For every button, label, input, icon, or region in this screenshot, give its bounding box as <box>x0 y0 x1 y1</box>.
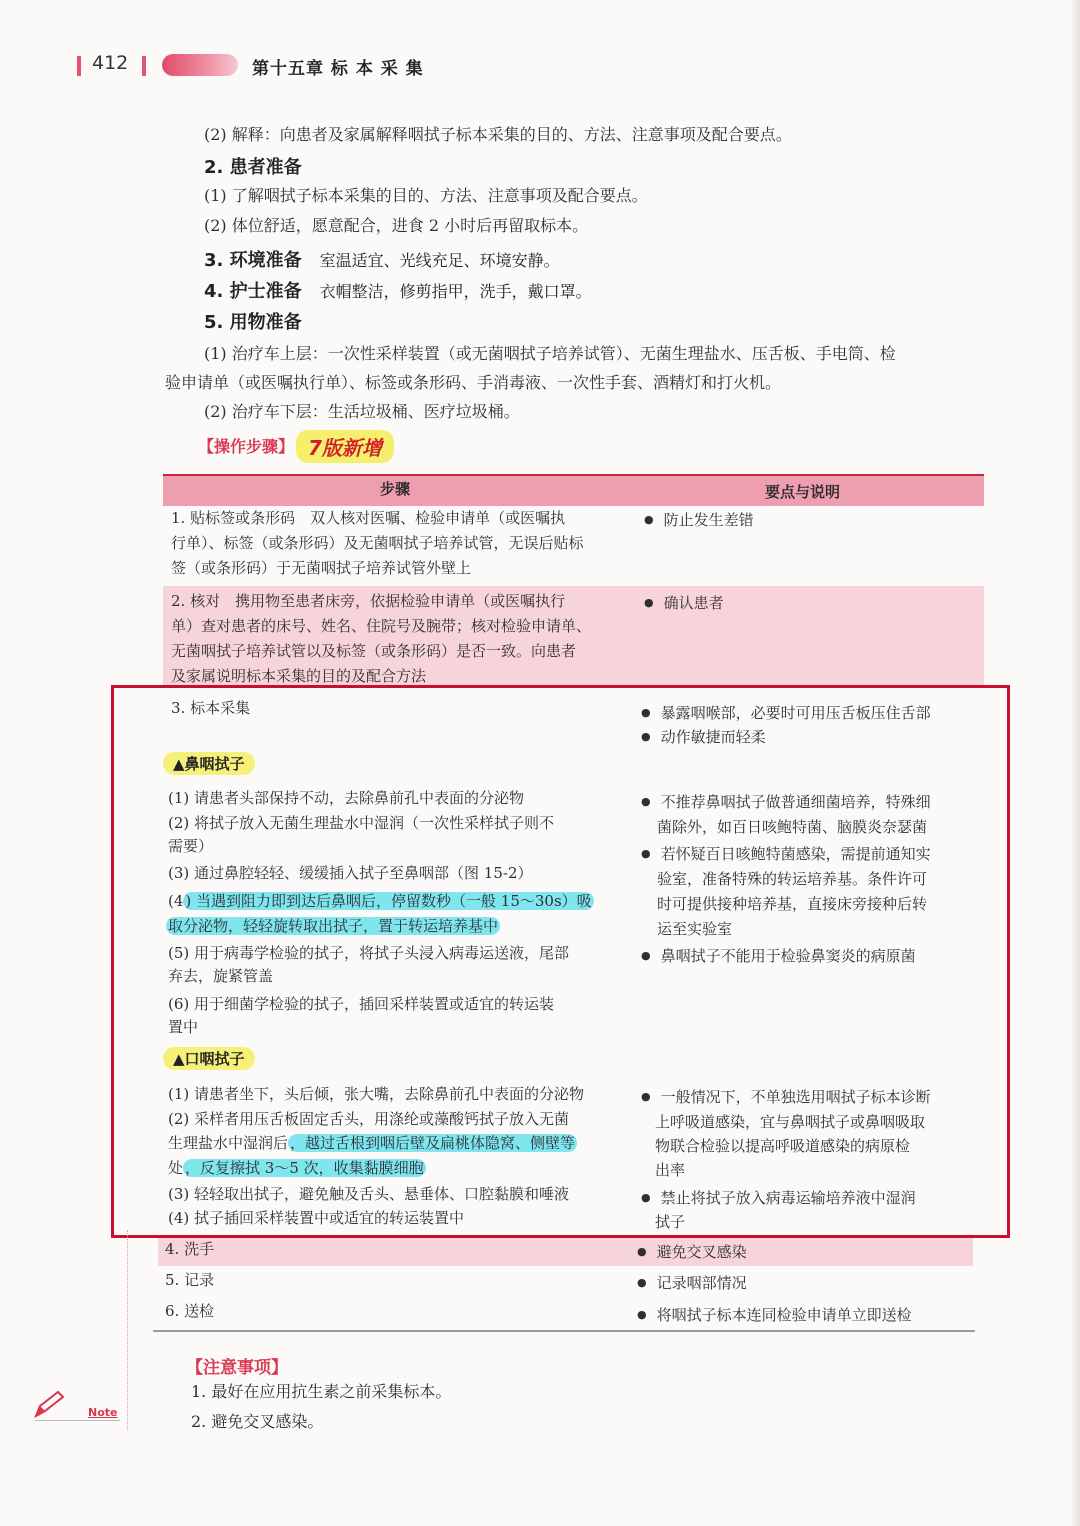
oral-note-1b: 上呼吸道感染，宜与鼻咽拭子或鼻咽吸取 <box>655 1113 926 1131</box>
nasal-note-2a: ● 若怀疑百日咳鲍特菌感染，需提前通知实 <box>641 842 931 868</box>
table-row-4-step: 4. 洗手 <box>165 1240 215 1258</box>
supplies-1a: (1) 治疗车上层：一次性采样装置（或无菌咽拭子培养试管）、无菌生理盐水、压舌板、手电筒、检 <box>204 344 896 363</box>
oral-step-4: (4) 拭子插回采样装置中或适宜的转运装置中 <box>168 1209 465 1227</box>
nasal-note-2d: 运至实验室 <box>657 920 733 938</box>
oral-note-1c: 物联合检验以提高呼吸道感染的病原检 <box>655 1137 911 1155</box>
supplies-2: (2) 治疗车下层：生活垃圾桶、医疗垃圾桶。 <box>204 402 520 421</box>
oral-step-2c: 处 ，反复擦拭 3～5 次，收集黏膜细胞 <box>168 1159 424 1177</box>
table-row-4-bg <box>158 1238 973 1266</box>
oral-note-2a: ● 禁止将拭子放入病毒运输培养液中湿润 <box>641 1186 916 1212</box>
oral-swab-tag: ▲口咽拭子 <box>163 1047 255 1070</box>
row3-note-1: ● 暴露咽喉部，必要时可用压舌板压住舌部 <box>641 701 931 727</box>
supplies-1b: 验申请单（或医嘱执行单）、标签或条形码、手消毒液、一次性手套、酒精灯和打火机。 <box>165 373 782 392</box>
nurse-prep-text: 衣帽整洁，修剪指甲，洗手，戴口罩。 <box>319 282 592 301</box>
row2-line3: 无菌咽拭子培养试管以及标签（或条形码）是否一致。向患者 <box>171 642 577 660</box>
col-header-note: 要点与说明 <box>765 483 841 501</box>
table-row-5-step: 5. 记录 <box>165 1271 215 1289</box>
row2-line1: 2. 核对 携用物至患者床旁，依据检验申请单（或医嘱执行 <box>171 592 566 610</box>
table-bottom-rule <box>153 1330 975 1332</box>
table-row-6-step: 6. 送检 <box>165 1302 215 1320</box>
supplies-heading: 5. 用物准备 <box>204 312 302 333</box>
nasal-step-2b: 需要） <box>168 837 214 855</box>
row1-line2: 行单）、标签（或条形码）及无菌咽拭子培养试管，无误后贴标 <box>171 534 584 552</box>
row2-line2: 单）查对患者的床号、姓名、住院号及腕带；核对检验申请单、 <box>171 617 592 635</box>
nasal-note-1b: 菌除外，如百日咳鲍特菌、脑膜炎奈瑟菌 <box>657 818 928 836</box>
chapter-decoration <box>162 54 238 76</box>
table-row-2-note: ● 确认患者 <box>644 591 724 617</box>
table-row-4-note: ● 避免交叉感染 <box>637 1240 747 1266</box>
row1-line3: 签（或条形码）于无菌咽拭子培养试管外壁上 <box>171 559 472 577</box>
page-edge <box>1072 0 1080 1526</box>
table-row-2-step <box>171 589 591 689</box>
oral-note-2b: 拭子 <box>655 1213 686 1231</box>
note-label: Note <box>88 1406 118 1419</box>
patient-prep-heading: 2. 患者准备 <box>204 157 302 178</box>
margin-rule <box>127 1230 128 1430</box>
nasal-step-6b: 置中 <box>168 1018 199 1036</box>
nasal-step-1: (1) 请患者头部保持不动，去除鼻前孔中表面的分泌物 <box>168 789 525 807</box>
nasal-note-1a: ● 不推荐鼻咽拭子做普通细菌培养，特殊细 <box>641 790 931 816</box>
nasal-step-5b: 弃去，旋紧管盖 <box>168 967 274 985</box>
handwritten-annotation: 7版新增 <box>296 430 394 463</box>
explain-line: (2) 解释：向患者及家属解释咽拭子标本采集的目的、方法、注意事项及配合要点。 <box>204 125 792 144</box>
header-rule-right <box>142 56 146 76</box>
pencil-icon <box>32 1390 66 1420</box>
nasal-step-5a: (5) 用于病毒学检验的拭子，将拭子头浸入病毒运送液，尾部 <box>168 944 570 962</box>
highlight-nasal-4a: ) 当遇到阻力即到达后鼻咽后，停留数秒（一般 15～30s）吸 <box>185 892 592 910</box>
env-prep-text: 室温适宜、光线充足、环境安静。 <box>319 251 560 270</box>
table-row-1-step <box>171 506 584 581</box>
notes-item-2: 2. 避免交叉感染。 <box>191 1412 324 1431</box>
nasal-note-2b: 验室，准备特殊的转运培养基。条件许可 <box>657 870 928 888</box>
nasal-swab-tag: ▲鼻咽拭子 <box>163 752 255 775</box>
nasal-step-3: (3) 通过鼻腔轻轻、缓缓插入拭子至鼻咽部（图 15-2） <box>168 864 533 882</box>
env-prep-heading: 3. 环境准备 室温适宜、光线充足、环境安静。 <box>204 250 560 271</box>
table-row-1-note: ● 防止发生差错 <box>644 508 754 534</box>
patient-prep-1: (1) 了解咽拭子标本采集的目的、方法、注意事项及配合要点。 <box>204 186 648 205</box>
col-header-step: 步骤 <box>380 480 411 498</box>
table-header <box>163 476 984 506</box>
annotation-box <box>111 685 1010 1238</box>
oral-step-2a: (2) 采样者用压舌板固定舌头，用涤纶或藻酸钙拭子放入无菌 <box>168 1110 570 1128</box>
oral-step-1: (1) 请患者坐下，头后倾，张大嘴，去除鼻前孔中表面的分泌物 <box>168 1085 585 1103</box>
oral-step-3: (3) 轻轻取出拭子，避免触及舌头、悬垂体、口腔黏膜和唾液 <box>168 1185 570 1203</box>
oral-step-2b: 生理盐水中湿润后 ，越过舌根到咽后壁及扁桃体隐窝、侧壁等 <box>168 1134 576 1152</box>
highlight-oral-2c: ，反复擦拭 3～5 次，收集黏膜细胞 <box>185 1159 424 1177</box>
steps-section-title: 【操作步骤】 <box>198 437 295 456</box>
highlight-oral-2b: ，越过舌根到咽后壁及扁桃体隐窝、侧壁等 <box>290 1134 576 1152</box>
page-number: 412 <box>92 52 129 74</box>
oral-note-1a: ● 一般情况下，不单独选用咽拭子标本诊断 <box>641 1085 931 1111</box>
row1-line1: 1. 贴标签或条形码 双人核对医嘱、检验申请单（或医嘱执 <box>171 509 566 527</box>
nurse-prep-heading: 4. 护士准备 衣帽整洁，修剪指甲，洗手，戴口罩。 <box>204 281 592 302</box>
nasal-note-2c: 时可提供接种培养基，直接床旁接种后转 <box>657 895 928 913</box>
note-underline <box>35 1420 120 1421</box>
table-row-6-note: ● 将咽拭子标本连同检验申请单立即送检 <box>637 1303 912 1329</box>
row3-note-2: ● 动作敏捷而轻柔 <box>641 725 766 751</box>
header-rule-left <box>77 56 81 76</box>
nasal-note-3: ● 鼻咽拭子不能用于检验鼻窦炎的病原菌 <box>641 944 916 970</box>
oral-note-1d: 出率 <box>655 1161 686 1179</box>
nasal-step-2a: (2) 将拭子放入无菌生理盐水中湿润（一次性采样拭子则不 <box>168 814 555 832</box>
table-row-5-note: ● 记录咽部情况 <box>637 1271 747 1297</box>
patient-prep-2: (2) 体位舒适，愿意配合，进食 2 小时后再留取标本。 <box>204 216 589 235</box>
notes-item-1: 1. 最好在应用抗生素之前采集标本。 <box>191 1382 452 1401</box>
notes-title: 【注意事项】 <box>186 1358 288 1378</box>
highlight-nasal-4b: 取分泌物，轻轻旋转取出拭子，置于转运培养基中 <box>168 917 499 935</box>
table-row-3-step: 3. 标本采集 <box>171 699 251 717</box>
nasal-step-6a: (6) 用于细菌学检验的拭子，插回采样装置或适宜的转运装 <box>168 995 555 1013</box>
row2-line4: 及家属说明标本采集的目的及配合方法 <box>171 667 427 685</box>
chapter-title: 第十五章 标 本 采 集 <box>252 59 424 79</box>
nasal-step-4a: (4 ) 当遇到阻力即到达后鼻咽后，停留数秒（一般 15～30s）吸 <box>168 892 592 910</box>
